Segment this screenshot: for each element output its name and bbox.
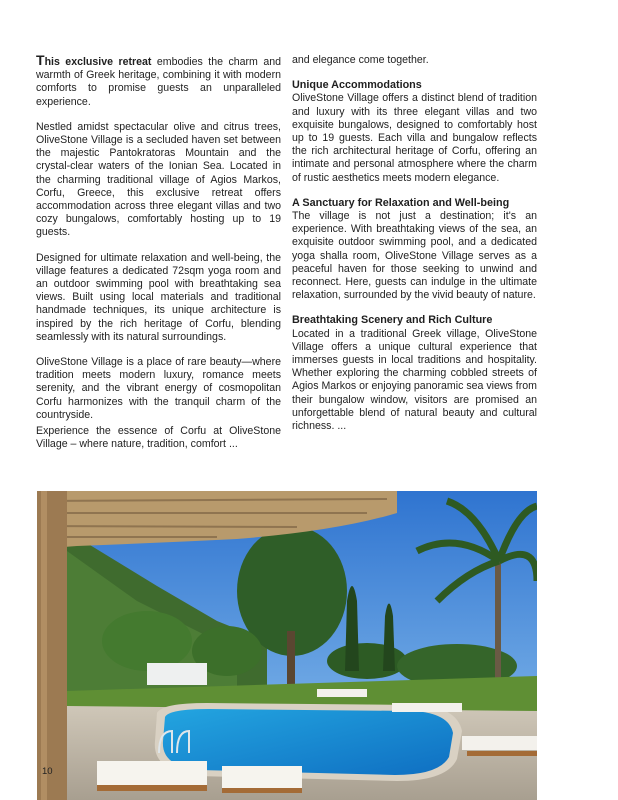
intro-paragraph	[36, 54, 281, 109]
section-body: OliveStone Village offers a distinct blend of tradition and luxury with its three elegant villas and two exquisite bungalows, designed to comfortably host up to 19 guests. Each villa and bungalow reflects the rich architectural heritage of Corfu, offering an intimate and personal atmosphere where the charm of rustic aesthetics meets modern elegance.	[292, 92, 537, 184]
body-paragraph: Experience the essence of Corfu at OliveStone Village – where nature, tradition, comfort ...	[36, 425, 281, 451]
body-paragraph: Nestled amidst spectacular olive and citrus trees, OliveStone Village is a secluded haven set between the majestic Pantokratoras Mountain and the crystal-clear waters of the Ionian Sea. Located in the charming traditional village of Agios Markos, Corfu, Greece, this exclusive retreat offers accommodation across three elegant villas and two cozy bungalows, comfortably hosting up to 19 guests.	[36, 120, 281, 239]
page-number: 10	[42, 766, 53, 777]
section-body: The village is not just a destination; it's an experience. With breathtaking views of the sea, an exquisite outdoor swimming pool, and a dedicated yoga shalla room, OliveStone Village serves as a peaceful haven for those seeking to unwind and reconnect. Here, guests can indulge in the ultimate relaxation, surrounded by the vivid beauty of nature.	[292, 210, 537, 302]
right-column	[292, 54, 537, 445]
drop-cap: T	[36, 52, 45, 68]
section-heading: Breathtaking Scenery and Rich Culture	[292, 314, 493, 327]
section-sanctuary	[292, 197, 537, 303]
intro-lead-rest: his exclusive retreat	[44, 56, 152, 68]
intro-text: embodies the charm and warmth of Greek heritage, combining it with modern comforts to promise guests an unparalleled experience.	[36, 56, 281, 108]
intro-lead	[36, 52, 152, 68]
section-unique-accommodations	[292, 79, 537, 185]
section-body: Located in a traditional Greek village, OliveStone Village offers a unique cultural experience that immerses guests in local traditions and hospitality. Whether exploring the charming cobbled streets of Agios Markos or enjoying panoramic sea views from their bungalow window, visitors are promised an unforgettable blend of natural beauty and cultural richness. ...	[292, 327, 537, 433]
section-scenery-culture	[292, 314, 537, 433]
pool-photo	[37, 491, 537, 800]
section-heading: A Sanctuary for Relaxation and Well-being	[292, 196, 510, 209]
body-paragraph: Designed for ultimate relaxation and well-being, the village features a dedicated 72sqm yoga room and an outdoor swimming pool with breathtaking sea views. Built using local materials and traditional handmade techniques, its unique architecture is inspired by the rich heritage of Corfu, blending seamlessly with its natural surroundings.	[36, 251, 281, 343]
continuation-text: and elegance come together.	[292, 54, 429, 66]
left-column	[36, 54, 281, 463]
section-heading: Unique Accommodations	[292, 79, 422, 92]
body-paragraph: OliveStone Village is a place of rare beauty—where tradition meets modern luxury, romance meets serenity, and the vibrant energy of cosmopolitan Corfu harmonizes with the tranquil charm of the countryside.	[36, 356, 281, 421]
